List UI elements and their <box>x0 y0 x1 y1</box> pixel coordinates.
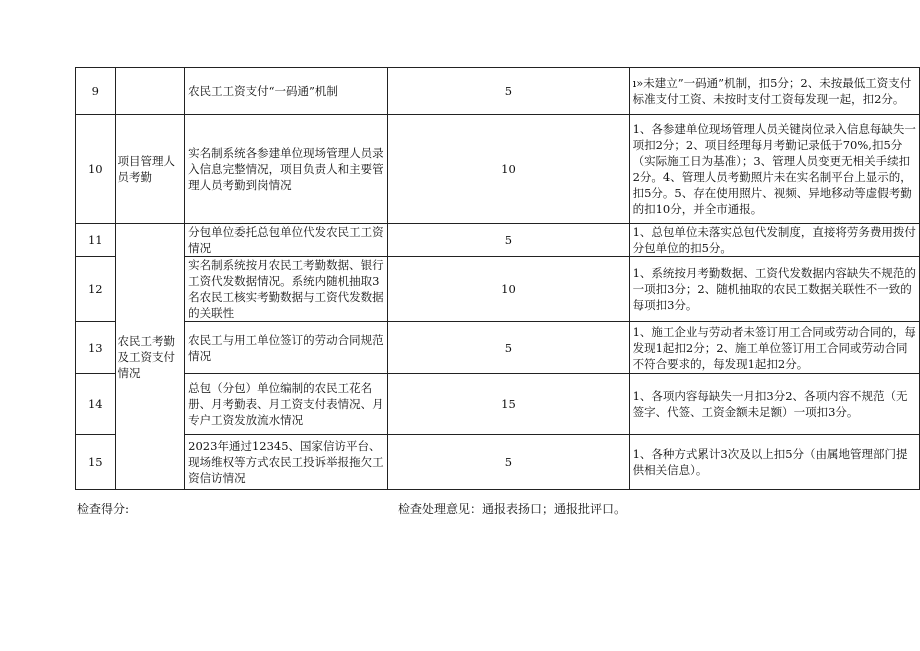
table-row <box>76 224 920 257</box>
check-item: 农民工工资支付“一码通”机制 <box>185 68 388 115</box>
check-item: 农民工与用工单位签订的劳动合同规范情况 <box>185 322 388 374</box>
deduction-rule: 1、总包单位未落实总包代发制度，直接将劳务费用拨付分包单位的扣5分。 <box>629 224 919 257</box>
row-number: 9 <box>76 68 116 115</box>
deduction-rule: 1、系统按月考勤数据、工资代发数据内容缺失不规范的一项扣3分；2、随机抽取的农民工数据关联性不一致的每项扣3分。 <box>629 257 919 322</box>
check-item: 2023年通过12345、国家信访平台、现场维权等方式农民工投诉举报拖欠工资信访情况 <box>185 435 388 490</box>
category-cell: 农民工考勤及工资支付情况 <box>115 224 185 490</box>
table-row <box>76 374 920 435</box>
deduction-rule: 1、各参建单位现场管理人员关键岗位录入信息每缺失一项扣2分；2、项目经理每月考勤记录低于70%,扣5分（实际施工日为基准）；3、管理人员变更无相关手续扣2分。4、管理人员考勤照片未在实名制平台上显示的，扣5分。5、存在使用照片、视频、异地移动等虚假考勤的扣10分，并全市通报。 <box>629 115 919 224</box>
row-number: 13 <box>76 322 116 374</box>
table-row <box>76 68 920 115</box>
deduction-rule: 1、施工企业与劳动者未签订用工合同或劳动合同的，每发现1起扣2分；2、施工单位签订用工合同或劳动合同不符合要求的，每发现1起扣2分。 <box>629 322 919 374</box>
score-label: 检查得分: <box>77 502 130 516</box>
check-item: 实名制系统各参建单位现场管理人员录入信息完整情况，项目负责人和主要管理人员考勤到岗情况 <box>185 115 388 224</box>
row-number: 12 <box>76 257 116 322</box>
row-number: 11 <box>76 224 116 257</box>
category-cell: 项目管理人员考勤 <box>115 115 185 224</box>
score-value: 5 <box>388 68 629 115</box>
inspection-table <box>75 67 920 490</box>
processing-opinion-label: 检查处理意见：通报表扬口；通报批评口。 <box>398 502 627 516</box>
score-value: 5 <box>388 435 629 490</box>
deduction-rule: 1、各种方式累计3次及以上扣5分（由属地管理部门提供相关信息）。 <box>629 435 919 490</box>
row-number: 15 <box>76 435 116 490</box>
category-cell <box>115 68 185 115</box>
score-value: 5 <box>388 322 629 374</box>
score-value: 15 <box>388 374 629 435</box>
check-item: 总包（分包）单位编制的农民工花名册、月考勤表、月工资支付表情况、月专户工资发放流水情况 <box>185 374 388 435</box>
check-item: 分包单位委托总包单位代发农民工工资情况 <box>185 224 388 257</box>
score-value: 10 <box>388 257 629 322</box>
table-row <box>76 435 920 490</box>
check-item: 实名制系统按月农民工考勤数据、银行工资代发数据情况。系统内随机抽取3名农民工核实考勤数据与工资代发数据的关联性 <box>185 257 388 322</box>
row-number: 14 <box>76 374 116 435</box>
table-row <box>76 257 920 322</box>
score-value: 10 <box>388 115 629 224</box>
deduction-rule: ı»未建立”一码通”机制，扣5分；2、未按最低工资支付标准支付工资、未按时支付工资每发现一起，扣2分。 <box>629 68 919 115</box>
score-value: 5 <box>388 224 629 257</box>
table-row <box>76 115 920 224</box>
table-row <box>76 322 920 374</box>
row-number: 10 <box>76 115 116 224</box>
deduction-rule: 1、各项内容每缺失一月扣3分2、各项内容不规范（无签字、代签、工资金额未足额）一项扣3分。 <box>629 374 919 435</box>
